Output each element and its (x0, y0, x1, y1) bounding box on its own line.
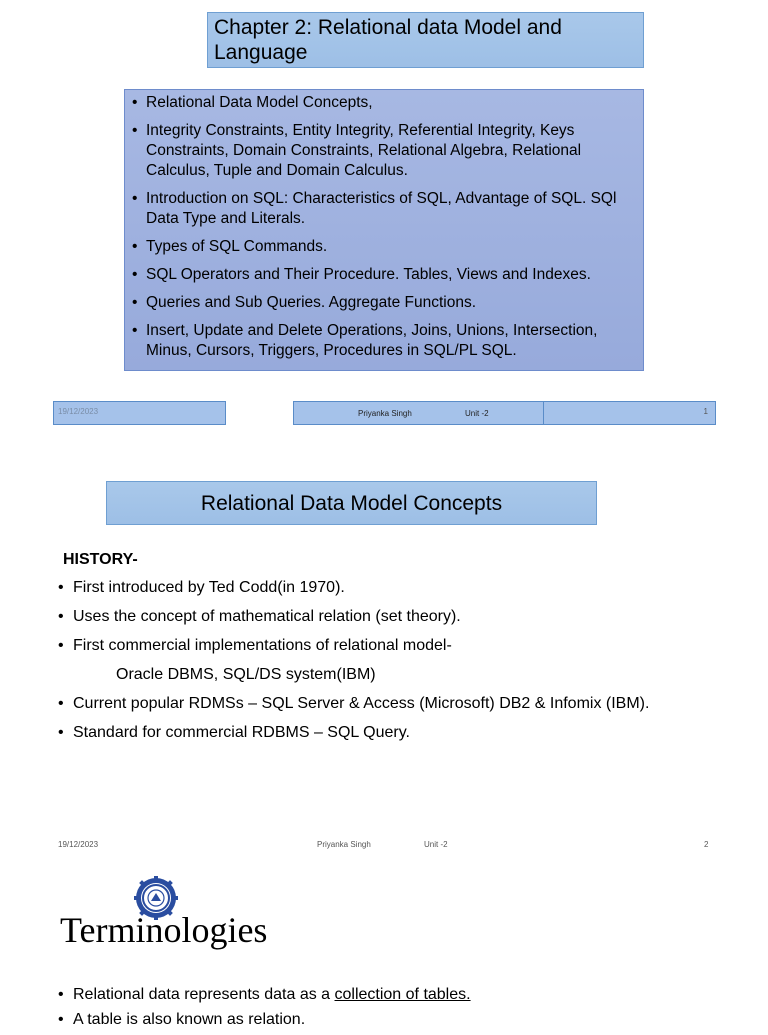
footer-author: Priyanka Singh (317, 840, 371, 849)
chapter-title: Chapter 2: Relational data Model and Language (207, 12, 644, 68)
term-item (58, 1010, 758, 1035)
topics-list (131, 93, 637, 361)
history-item: • Uses the concept of mathematical relation (set theory). (58, 607, 758, 636)
history-item: • First introduced by Ted Codd(in 1970). (58, 578, 758, 607)
footer-author: Priyanka Singh (358, 409, 412, 418)
term-item-underlined: collection of tables. (334, 986, 471, 1003)
history-list (58, 578, 758, 752)
topic-item: • Integrity Constraints, Entity Integrity, Referential Integrity, Keys Constraints, Domain Constraints, Relational Algebra, Relational Calculus, Tuple and Domain Calculus. (131, 121, 637, 181)
topic-item: • Types of SQL Commands. (131, 237, 637, 257)
topic-item: • Introduction on SQL: Characteristics of SQL, Advantage of SQL. SQl Data Type and Literals. (131, 189, 637, 229)
footer-unit: Unit -2 (465, 409, 489, 418)
section-title: Relational Data Model Concepts (106, 481, 597, 525)
term-item (58, 985, 758, 1010)
topic-item: • SQL Operators and Their Procedure. Tables, Views and Indexes. (131, 265, 637, 285)
history-heading: HISTORY- (63, 551, 138, 568)
term-item-text: A table is also known as relation. (73, 1011, 306, 1028)
terminologies-title: Terminologies (60, 910, 268, 950)
term-item-text: Relational data represents data as a (73, 986, 335, 1003)
footer-date: 19/12/2023 (58, 840, 99, 849)
topic-item: • Relational Data Model Concepts, (131, 93, 637, 113)
terminologies-list (58, 985, 758, 1035)
history-item: • Standard for commercial RDBMS – SQL Query. (58, 723, 758, 752)
history-item: • First commercial implementations of relational model- (58, 636, 758, 665)
topic-item: • Queries and Sub Queries. Aggregate Functions. (131, 293, 637, 313)
history-item: • Current popular RDMSs – SQL Server & Access (Microsoft) DB2 & Infomix (IBM). (58, 694, 758, 723)
footer-author-unit (293, 401, 544, 425)
footer-page-number: 2 (704, 840, 709, 849)
footer-date: 19/12/2023 (53, 401, 226, 425)
footer-unit: Unit -2 (424, 840, 448, 849)
topics-box (124, 89, 644, 371)
footer-page-number: 1 (543, 401, 716, 425)
topic-item: • Insert, Update and Delete Operations, Joins, Unions, Intersection, Minus, Cursors, Triggers, Procedures in SQL/PL SQL. (131, 321, 637, 361)
history-subitem: Oracle DBMS, SQL/DS system(IBM) (116, 666, 376, 683)
